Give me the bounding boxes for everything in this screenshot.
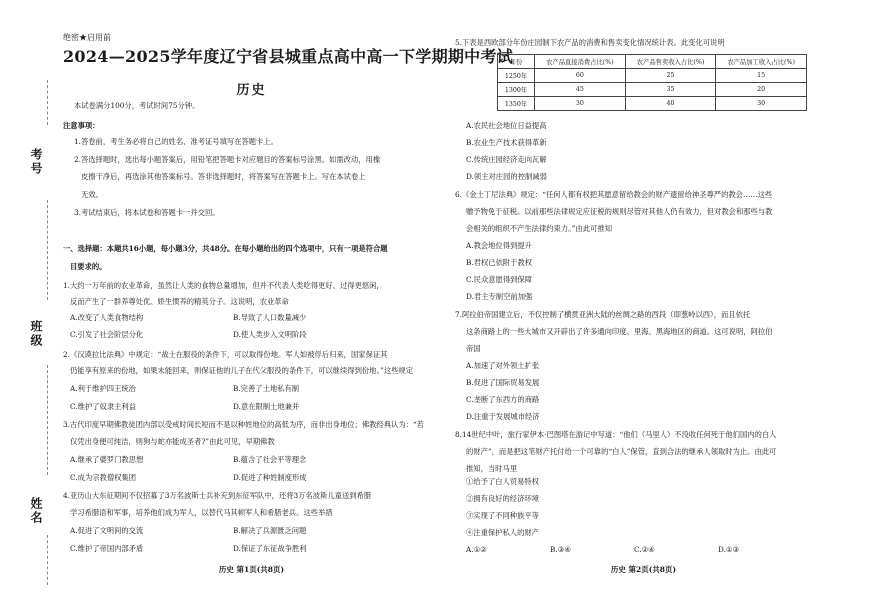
table-cell: 30 bbox=[716, 97, 807, 111]
q8-option-a: A.①② bbox=[466, 545, 487, 554]
q8-option-b: B.③④ bbox=[550, 545, 571, 554]
q3-option-a: A.继承了婆罗门教思想 bbox=[70, 455, 144, 464]
q7-option-b: B.促进了国际贸易发展 bbox=[466, 378, 540, 387]
q7-stem: 帝国 bbox=[466, 344, 481, 353]
q8-stem: 推知，当时马里 bbox=[466, 464, 518, 473]
q7-option-d: D.注重于发展城市经济 bbox=[466, 412, 540, 421]
q2-option-c: C.维护了奴隶主利益 bbox=[70, 402, 137, 411]
section-heading-cont: 目要求的。 bbox=[70, 262, 107, 271]
table-cell: 1350年 bbox=[498, 97, 535, 111]
secret-mark: 绝密★启用前 bbox=[63, 33, 111, 42]
q3-option-c: C.成为宗教僧权集团 bbox=[70, 473, 137, 482]
section-heading: 一、选择题：本题共16小题，每小题3分，共48分。在每小题给出的四个选项中，只有一项是符合题 bbox=[63, 244, 388, 253]
score-line: 本试卷满分100分，考试时间75分钟。 bbox=[74, 101, 200, 110]
binding-line bbox=[47, 80, 48, 125]
table-header: 年份 bbox=[498, 55, 535, 69]
q3-stem: 仅凭出身便可纯洁，则狗与蛇亦能成圣者?”由此可见，早期佛教 bbox=[70, 437, 275, 446]
table-cell: 35 bbox=[625, 83, 716, 97]
q5-data-table bbox=[497, 54, 807, 111]
q8-stem: 8.14世纪中叶，旅行家伊本·巴图塔在游记中写道：“他们（马里人）不没收任何死于他们国内的白人 bbox=[455, 430, 777, 439]
table-cell: 1300年 bbox=[498, 83, 535, 97]
q1-stem: 反而产生了一群养尊处优、娇生惯养的精英分子。这说明，农业革命 bbox=[70, 297, 289, 306]
binding-line bbox=[47, 200, 48, 300]
q3-stem: 3.古代印度早期佛教徒团内部以受戒时间长短而不是以种姓地位的高低为序，而非出身地位；佛教经典认为：“若 bbox=[63, 420, 424, 429]
q7-option-a: A.加速了对外领土扩张 bbox=[466, 361, 540, 370]
q2-option-d: D.意在限制土地兼并 bbox=[233, 402, 300, 411]
q4-option-c: C.维护了帝国内部矛盾 bbox=[70, 544, 144, 553]
q8-item: ④注重保护私人的财产 bbox=[466, 528, 539, 537]
binding-line bbox=[47, 365, 48, 475]
note-line: 2.答选择题时，选出每小题答案后，用铅笔把答题卡对应题目的答案标号涂黑。如需改动，用橡 bbox=[74, 155, 381, 164]
note-line: 皮擦干净后，再选涂其他答案标号。答非选择题时，将答案写在答题卡上。写在本试卷上 bbox=[81, 172, 366, 181]
q5-stem: 5.下表是西欧部分年份庄园制下农产品的消费和售卖变化情况统计表。此变化可说明 bbox=[455, 38, 725, 47]
q2-stem: 仍能享有原来的份地，如果未能回来，则保证他的儿子在代父服役的条件下，可以继续得到份地。”这些规定 bbox=[70, 366, 414, 375]
q8-item: ①给予了白人贸易特权 bbox=[466, 477, 539, 486]
q4-stem: 学习希腊语和军事，培养他们成为军人，以替代马其顿军人和希腊老兵。这些举措 bbox=[70, 508, 333, 517]
q6-option-c: C.民众意愿得到保障 bbox=[466, 275, 533, 284]
q1-option-d: D.使人类步入文明阶段 bbox=[233, 330, 307, 339]
q2-stem: 2.《汉谟拉比法典》中规定：“战士在服役的条件下，可以取得份地。军人如被俘后归来，国家保证其 bbox=[63, 350, 388, 359]
q4-option-b: B.解决了兵源匮乏问题 bbox=[233, 526, 307, 535]
table-header-row bbox=[498, 55, 807, 69]
note-line: 无效。 bbox=[81, 190, 103, 199]
table-row bbox=[498, 97, 807, 111]
table-header: 农产品加工收入占比(%) bbox=[716, 55, 807, 69]
q5-option-d: D.领主对庄园的控制减弱 bbox=[466, 172, 547, 181]
q6-option-a: A.教会地位得到提升 bbox=[466, 241, 532, 250]
q5-option-c: C.传统庄园经济走向瓦解 bbox=[466, 155, 547, 164]
q7-stem: 7.阿拉伯帝国建立后，不仅控制了横贯亚洲大陆的丝绸之路的西段（即葱岭以西），而且依托 bbox=[455, 310, 751, 319]
table-cell: 15 bbox=[716, 69, 807, 83]
q8-option-c: C.②④ bbox=[634, 545, 655, 554]
q8-item: ③实现了不同种族平等 bbox=[466, 511, 539, 520]
table-cell: 30 bbox=[535, 97, 626, 111]
q8-option-d: D.①③ bbox=[718, 545, 739, 554]
q8-stem: 的财产”，而是把这笔财产托付给一个可靠的“白人”保管，直到合法的继承人领取时为止。由此可 bbox=[466, 447, 777, 456]
table-cell: 60 bbox=[535, 69, 626, 83]
table-cell: 45 bbox=[535, 83, 626, 97]
side-label-exam-number: 考号 bbox=[29, 148, 43, 176]
q4-stem: 4.亚历山大东征期间不仅招募了3万名波斯士兵补充到东征军队中，还将3万名波斯儿童送到希腊 bbox=[63, 491, 372, 500]
q4-option-a: A.促进了文明间的交流 bbox=[70, 526, 144, 535]
side-label-class: 班级 bbox=[29, 320, 43, 348]
binding-line bbox=[47, 535, 48, 585]
subject-title: 历史 bbox=[236, 83, 267, 98]
q3-option-d: D.促进了种姓制度形成 bbox=[233, 473, 307, 482]
q2-option-a: A.利于维护四王统治 bbox=[70, 384, 136, 393]
q7-stem: 这条商路上的一些大城市又开辟出了许多通向印度、里海、黑海地区的商道。这可说明，阿拉伯 bbox=[466, 327, 773, 336]
q2-option-b: B.完善了土地私有制 bbox=[233, 384, 300, 393]
q6-stem: 6.《金士丁尼法典》规定：“任何人都有权把其愿意留给教会的财产遗留给神圣尊严的教会……这些 bbox=[455, 190, 773, 199]
q5-option-b: B.农业生产技术获得革新 bbox=[466, 138, 547, 147]
note-line: 1.答卷前，考生务必将自己的姓名、准考证号填写在答题卡上。 bbox=[74, 137, 278, 146]
q6-option-d: D.君主专制空前加强 bbox=[466, 292, 533, 301]
table-header: 农产品直接消费占比(%) bbox=[535, 55, 626, 69]
notes-title: 注意事项： bbox=[63, 121, 100, 130]
q3-option-b: B.蕴含了社会平等理念 bbox=[233, 455, 307, 464]
q1-option-c: C.引发了社会阶层分化 bbox=[70, 330, 144, 339]
q6-stem: 会相关的组织不产生法律约束力。”由此可推知 bbox=[466, 224, 613, 233]
page-footer-left: 历史 第1页(共8页) bbox=[218, 565, 285, 574]
q6-stem: 赠予物免于征税。以前那些法律规定应征税的规则尽管对其他人仍有效力，但对教会和那些与教 bbox=[466, 207, 773, 216]
table-cell: 1250年 bbox=[498, 69, 535, 83]
side-label-name: 姓名 bbox=[29, 497, 43, 525]
q1-option-a: A.改变了人类食物结构 bbox=[70, 313, 144, 322]
table-row bbox=[498, 83, 807, 97]
table-cell: 40 bbox=[625, 97, 716, 111]
note-line: 3.考试结束后，将本试卷和答题卡一并交回。 bbox=[74, 208, 220, 217]
q7-option-c: C.垄断了东西方的商路 bbox=[466, 395, 540, 404]
q1-stem: 1.大约一万年前的农业革命，虽然让人类的食物总量增加，但并不代表人类吃得更好、过得更悠闲， bbox=[63, 281, 384, 290]
q1-option-b: B.导致了人口数量减少 bbox=[233, 313, 307, 322]
table-cell: 25 bbox=[625, 69, 716, 83]
q6-option-b: B.君权已依附于教权 bbox=[466, 258, 533, 267]
exam-title: 2024—2025学年度辽宁省县城重点高中高一下学期期中考试 bbox=[63, 47, 514, 66]
table-header: 农产品售卖收入占比(%) bbox=[625, 55, 716, 69]
page-footer-right: 历史 第2页(共8页) bbox=[610, 565, 677, 574]
table-row bbox=[498, 69, 807, 83]
q5-option-a: A.农民社会地位日益提高 bbox=[466, 121, 547, 130]
q8-item: ②拥有良好的经济环境 bbox=[466, 494, 539, 503]
table-cell: 20 bbox=[716, 83, 807, 97]
q4-option-d: D.保证了东征战争胜利 bbox=[233, 544, 307, 553]
